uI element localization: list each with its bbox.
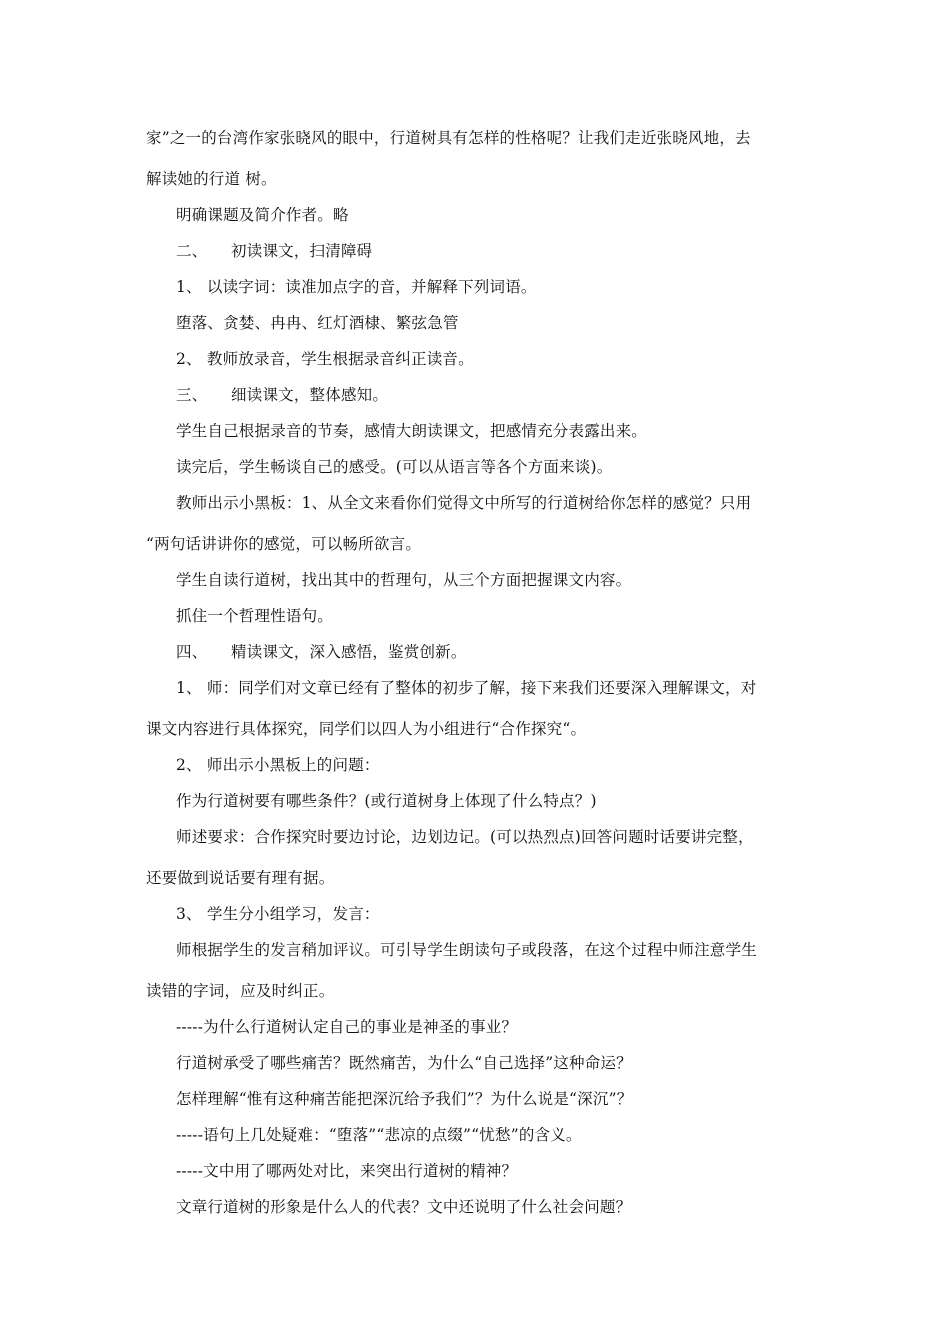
text-line: 3、 学生分小组学习，发言： [176, 905, 380, 923]
text-line: 读错的字词，应及时纠正。 [146, 982, 335, 1000]
text-line: 教师出示小黑板：1、从全文来看你们觉得文中所写的行道树给你怎样的感觉？只用 [176, 494, 752, 512]
text-line: “两句话讲讲你的感觉，可以畅所欲言。 [146, 535, 422, 553]
text-line: 明确课题及简介作者。略 [176, 206, 349, 224]
text-line: 2、 师出示小黑板上的问题： [176, 756, 380, 774]
section-heading: 四、 精读课文，深入感悟，鉴赏创新。 [176, 643, 467, 661]
text-line: 师根据学生的发言稍加评议。可引导学生朗读句子或段落，在这个过程中师注意学生 [176, 941, 757, 959]
text-line: 堕落、贪婪、冉冉、红灯酒棣、繁弦急管 [176, 314, 459, 332]
text-line: 1、 师：同学们对文章已经有了整体的初步了解，接下来我们还要深入理解课文，对 [176, 679, 757, 697]
text-line: 师述要求：合作探究时要边讨论，边划边记。(可以热烈点)回答问题时话要讲完整， [176, 828, 754, 846]
text-line: 怎样理解“惟有这种痛苦能把深沉给予我们”？为什么说是“深沉”？ [176, 1090, 633, 1108]
text-line: 课文内容进行具体探究，同学们以四人为小组进行“合作探究“。 [146, 720, 587, 738]
text-line: 行道树承受了哪些痛苦？既然痛苦，为什么“自己选择”这种命运？ [176, 1054, 632, 1072]
text-line: 学生自读行道树，找出其中的哲理句，从三个方面把握课文内容。 [176, 571, 632, 589]
text-line: 解读她的行道 树。 [146, 170, 277, 188]
text-line: 2、 教师放录音，学生根据录音纠正读音。 [176, 350, 474, 368]
text-line: 学生自己根据录音的节奏，感情大朗读课文，把感情充分表露出来。 [176, 422, 648, 440]
text-line: 1、 以读字词：读准加点字的音，并解释下列词语。 [176, 278, 537, 296]
text-line: 抓住一个哲理性语句。 [176, 607, 334, 625]
text-line: 文章行道树的形象是什么人的代表？文中还说明了什么社会问题？ [176, 1198, 632, 1216]
text-line: 家”之一的台湾作家张晓风的眼中，行道树具有怎样的性格呢？让我们走近张晓风地，去 [146, 129, 751, 147]
text-line: -----语句上几处疑难：“堕落”“悲凉的点缀”“忧愁”的含义。 [176, 1126, 582, 1144]
text-line: 作为行道树要有哪些条件？(或行道树身上体现了什么特点？) [176, 792, 597, 810]
text-line: -----为什么行道树认定自己的事业是神圣的事业？ [176, 1018, 518, 1036]
text-line: 读完后，学生畅谈自己的感受。(可以从语言等各个方面来谈)。 [176, 458, 613, 476]
text-line: -----文中用了哪两处对比，来突出行道树的精神？ [176, 1162, 518, 1180]
section-heading: 三、 细读课文，整体感知。 [176, 386, 389, 404]
section-heading: 二、 初读课文，扫清障碍 [176, 242, 373, 260]
text-line: 还要做到说话要有理有据。 [146, 869, 335, 887]
